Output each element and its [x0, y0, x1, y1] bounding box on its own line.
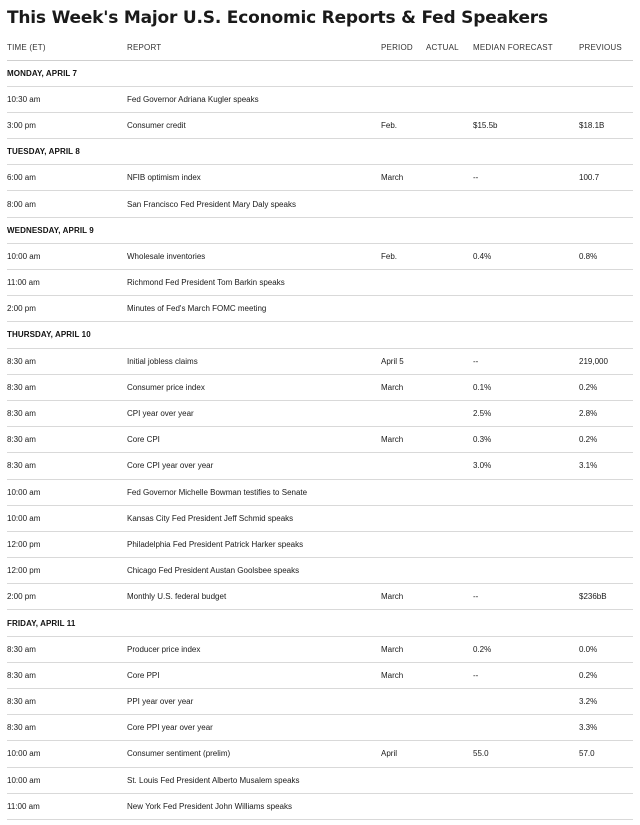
- median-forecast-cell: [473, 715, 579, 741]
- period-cell: [381, 453, 426, 479]
- report-cell: Consumer price index: [127, 374, 381, 400]
- table-row: [7, 584, 633, 610]
- period-cell: March: [381, 427, 426, 453]
- table-body: [7, 60, 633, 819]
- day-label: MONDAY, APRIL 7: [7, 60, 633, 86]
- time-cell: 8:30 am: [7, 662, 127, 688]
- table-row: [7, 741, 633, 767]
- previous-cell: [579, 191, 633, 217]
- table-row: [7, 662, 633, 688]
- actual-cell: [426, 662, 473, 688]
- report-cell: St. Louis Fed President Alberto Musalem speaks: [127, 767, 381, 793]
- actual-cell: [426, 767, 473, 793]
- table-row: [7, 453, 633, 479]
- previous-cell: [579, 793, 633, 819]
- report-cell: Fed Governor Adriana Kugler speaks: [127, 86, 381, 112]
- time-cell: 8:30 am: [7, 715, 127, 741]
- table-row: [7, 715, 633, 741]
- time-cell: 8:30 am: [7, 427, 127, 453]
- header-median-forecast: MEDIAN FORECAST: [473, 36, 579, 60]
- median-forecast-cell: $15.5b: [473, 112, 579, 138]
- time-cell: 6:00 am: [7, 165, 127, 191]
- median-forecast-cell: 55.0: [473, 741, 579, 767]
- previous-cell: 100.7: [579, 165, 633, 191]
- actual-cell: [426, 715, 473, 741]
- previous-cell: 219,000: [579, 348, 633, 374]
- report-cell: Monthly U.S. federal budget: [127, 584, 381, 610]
- actual-cell: [426, 86, 473, 112]
- table-row: [7, 112, 633, 138]
- time-cell: 8:30 am: [7, 348, 127, 374]
- actual-cell: [426, 636, 473, 662]
- time-cell: 2:00 pm: [7, 584, 127, 610]
- previous-cell: [579, 505, 633, 531]
- day-label: THURSDAY, APRIL 10: [7, 322, 633, 348]
- report-cell: NFIB optimism index: [127, 165, 381, 191]
- previous-cell: 0.8%: [579, 243, 633, 269]
- day-header-row: [7, 610, 633, 636]
- header-period: PERIOD: [381, 36, 426, 60]
- day-header-row: [7, 139, 633, 165]
- previous-cell: [579, 767, 633, 793]
- median-forecast-cell: [473, 270, 579, 296]
- previous-cell: [579, 531, 633, 557]
- table-row: [7, 374, 633, 400]
- actual-cell: [426, 296, 473, 322]
- day-label: FRIDAY, APRIL 11: [7, 610, 633, 636]
- time-cell: 12:00 pm: [7, 531, 127, 557]
- time-cell: 8:30 am: [7, 453, 127, 479]
- actual-cell: [426, 112, 473, 138]
- time-cell: 2:00 pm: [7, 296, 127, 322]
- previous-cell: 0.2%: [579, 662, 633, 688]
- period-cell: Feb.: [381, 243, 426, 269]
- previous-cell: [579, 86, 633, 112]
- table-header-row: [7, 36, 633, 60]
- actual-cell: [426, 453, 473, 479]
- period-cell: Feb.: [381, 112, 426, 138]
- table-row: [7, 636, 633, 662]
- table-row: [7, 558, 633, 584]
- period-cell: [381, 400, 426, 426]
- header-previous: PREVIOUS: [579, 36, 633, 60]
- actual-cell: [426, 531, 473, 557]
- period-cell: [381, 479, 426, 505]
- report-cell: Core PPI: [127, 662, 381, 688]
- report-cell: Fed Governor Michelle Bowman testifies to Senate: [127, 479, 381, 505]
- table-row: [7, 270, 633, 296]
- report-cell: CPI year over year: [127, 400, 381, 426]
- period-cell: [381, 191, 426, 217]
- table-row: [7, 793, 633, 819]
- median-forecast-cell: 0.3%: [473, 427, 579, 453]
- header-report: REPORT: [127, 36, 381, 60]
- actual-cell: [426, 427, 473, 453]
- table-row: [7, 767, 633, 793]
- period-cell: [381, 558, 426, 584]
- day-header-row: [7, 60, 633, 86]
- period-cell: March: [381, 662, 426, 688]
- period-cell: March: [381, 165, 426, 191]
- report-cell: Consumer credit: [127, 112, 381, 138]
- day-label: WEDNESDAY, APRIL 9: [7, 217, 633, 243]
- time-cell: 10:00 am: [7, 505, 127, 531]
- time-cell: 3:00 pm: [7, 112, 127, 138]
- median-forecast-cell: [473, 86, 579, 112]
- table-row: [7, 531, 633, 557]
- report-cell: Kansas City Fed President Jeff Schmid speaks: [127, 505, 381, 531]
- period-cell: [381, 86, 426, 112]
- actual-cell: [426, 191, 473, 217]
- median-forecast-cell: [473, 558, 579, 584]
- period-cell: [381, 767, 426, 793]
- previous-cell: $18.1B: [579, 112, 633, 138]
- report-cell: Wholesale inventories: [127, 243, 381, 269]
- actual-cell: [426, 584, 473, 610]
- median-forecast-cell: 0.1%: [473, 374, 579, 400]
- period-cell: [381, 531, 426, 557]
- report-cell: Chicago Fed President Austan Goolsbee speaks: [127, 558, 381, 584]
- previous-cell: 0.2%: [579, 374, 633, 400]
- previous-cell: [579, 270, 633, 296]
- report-cell: New York Fed President John Williams speaks: [127, 793, 381, 819]
- time-cell: 8:30 am: [7, 689, 127, 715]
- period-cell: April 5: [381, 348, 426, 374]
- table-row: [7, 689, 633, 715]
- previous-cell: [579, 296, 633, 322]
- report-cell: Producer price index: [127, 636, 381, 662]
- actual-cell: [426, 348, 473, 374]
- actual-cell: [426, 243, 473, 269]
- table-row: [7, 86, 633, 112]
- report-cell: San Francisco Fed President Mary Daly speaks: [127, 191, 381, 217]
- actual-cell: [426, 793, 473, 819]
- header-actual: ACTUAL: [426, 36, 473, 60]
- page-title: This Week's Major U.S. Economic Reports & Fed Speakers: [7, 8, 548, 28]
- previous-cell: 0.0%: [579, 636, 633, 662]
- period-cell: March: [381, 636, 426, 662]
- previous-cell: 3.1%: [579, 453, 633, 479]
- report-cell: Consumer sentiment (prelim): [127, 741, 381, 767]
- time-cell: 10:00 am: [7, 243, 127, 269]
- median-forecast-cell: 0.2%: [473, 636, 579, 662]
- median-forecast-cell: --: [473, 662, 579, 688]
- median-forecast-cell: [473, 505, 579, 531]
- previous-cell: $236bB: [579, 584, 633, 610]
- actual-cell: [426, 689, 473, 715]
- table-row: [7, 348, 633, 374]
- table-row: [7, 165, 633, 191]
- report-cell: PPI year over year: [127, 689, 381, 715]
- time-cell: 8:30 am: [7, 374, 127, 400]
- time-cell: 10:00 am: [7, 767, 127, 793]
- header-time: TIME (ET): [7, 36, 127, 60]
- time-cell: 11:00 am: [7, 270, 127, 296]
- economic-calendar-table: [7, 36, 633, 820]
- actual-cell: [426, 558, 473, 584]
- previous-cell: 57.0: [579, 741, 633, 767]
- previous-cell: [579, 479, 633, 505]
- day-header-row: [7, 322, 633, 348]
- actual-cell: [426, 741, 473, 767]
- time-cell: 10:00 am: [7, 479, 127, 505]
- median-forecast-cell: 3.0%: [473, 453, 579, 479]
- median-forecast-cell: [473, 689, 579, 715]
- table-row: [7, 243, 633, 269]
- table-row: [7, 505, 633, 531]
- time-cell: 8:30 am: [7, 636, 127, 662]
- previous-cell: 3.2%: [579, 689, 633, 715]
- previous-cell: [579, 558, 633, 584]
- actual-cell: [426, 374, 473, 400]
- median-forecast-cell: [473, 793, 579, 819]
- day-label: TUESDAY, APRIL 8: [7, 139, 633, 165]
- table-row: [7, 296, 633, 322]
- report-cell: Core CPI year over year: [127, 453, 381, 479]
- period-cell: [381, 689, 426, 715]
- time-cell: 11:00 am: [7, 793, 127, 819]
- actual-cell: [426, 505, 473, 531]
- time-cell: 8:00 am: [7, 191, 127, 217]
- period-cell: April: [381, 741, 426, 767]
- median-forecast-cell: --: [473, 165, 579, 191]
- report-cell: Core PPI year over year: [127, 715, 381, 741]
- median-forecast-cell: 0.4%: [473, 243, 579, 269]
- median-forecast-cell: [473, 531, 579, 557]
- actual-cell: [426, 479, 473, 505]
- day-header-row: [7, 217, 633, 243]
- time-cell: 10:30 am: [7, 86, 127, 112]
- median-forecast-cell: --: [473, 584, 579, 610]
- table-row: [7, 191, 633, 217]
- time-cell: 10:00 am: [7, 741, 127, 767]
- period-cell: March: [381, 584, 426, 610]
- table-row: [7, 479, 633, 505]
- table-row: [7, 427, 633, 453]
- actual-cell: [426, 165, 473, 191]
- median-forecast-cell: --: [473, 348, 579, 374]
- time-cell: 8:30 am: [7, 400, 127, 426]
- period-cell: [381, 715, 426, 741]
- median-forecast-cell: 2.5%: [473, 400, 579, 426]
- report-cell: Initial jobless claims: [127, 348, 381, 374]
- median-forecast-cell: [473, 191, 579, 217]
- actual-cell: [426, 400, 473, 426]
- median-forecast-cell: [473, 767, 579, 793]
- actual-cell: [426, 270, 473, 296]
- report-cell: Richmond Fed President Tom Barkin speaks: [127, 270, 381, 296]
- median-forecast-cell: [473, 296, 579, 322]
- report-cell: Minutes of Fed's March FOMC meeting: [127, 296, 381, 322]
- period-cell: [381, 270, 426, 296]
- median-forecast-cell: [473, 479, 579, 505]
- previous-cell: 0.2%: [579, 427, 633, 453]
- report-cell: Core CPI: [127, 427, 381, 453]
- previous-cell: 3.3%: [579, 715, 633, 741]
- period-cell: [381, 505, 426, 531]
- period-cell: March: [381, 374, 426, 400]
- period-cell: [381, 296, 426, 322]
- table-row: [7, 400, 633, 426]
- report-cell: Philadelphia Fed President Patrick Harker speaks: [127, 531, 381, 557]
- time-cell: 12:00 pm: [7, 558, 127, 584]
- period-cell: [381, 793, 426, 819]
- previous-cell: 2.8%: [579, 400, 633, 426]
